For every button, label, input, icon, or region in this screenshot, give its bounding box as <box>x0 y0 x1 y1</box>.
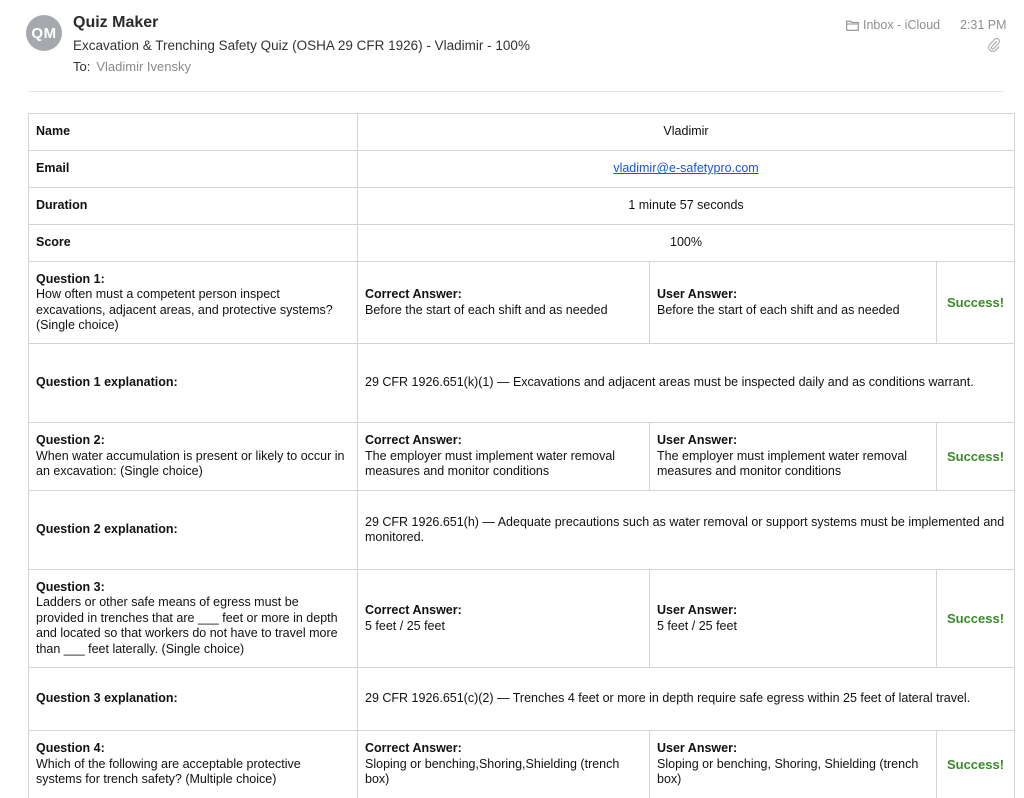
paperclip-icon[interactable] <box>988 38 1000 57</box>
question-title: Question 2: <box>36 433 105 448</box>
table-row <box>29 731 1015 798</box>
name-value: Vladimir <box>358 114 1015 151</box>
explanation-label: Question 1 explanation: <box>29 344 358 423</box>
name-label: Name <box>29 114 358 151</box>
question-cell <box>29 262 358 344</box>
correct-answer-text: The employer must implement water removal measures and monitor conditions <box>365 448 616 479</box>
question-title: Question 1: <box>36 271 105 286</box>
correct-answer-text: Before the start of each shift and as needed <box>365 302 608 317</box>
status-success: Success! <box>937 423 1015 491</box>
email-time: 2:31 PM <box>960 18 1007 32</box>
to-label: To: <box>73 59 91 74</box>
table-row <box>29 423 1015 491</box>
table-row <box>29 262 1015 344</box>
table-row <box>29 491 1015 570</box>
mailbox-label[interactable] <box>846 18 940 32</box>
question-title: Question 3: <box>36 579 105 594</box>
table-row <box>29 225 1015 262</box>
question-text: How often must a competent person inspect excavations, adjacent areas, and protective systems? (Single choice) <box>36 287 333 332</box>
explanation-label: Question 3 explanation: <box>29 668 358 731</box>
question-text: When water accumulation is present or likely to occur in an excavation: (Single choice) <box>36 448 345 479</box>
status-success: Success! <box>937 570 1015 668</box>
user-answer-cell <box>650 731 937 798</box>
correct-answer-cell <box>358 423 650 491</box>
explanation-text: 29 CFR 1926.651(h) — Adequate precautions such as water removal or support systems must be implemented and monitored. <box>358 491 1015 570</box>
sender-avatar: QM <box>26 15 62 51</box>
table-row <box>29 344 1015 423</box>
table-row <box>29 114 1015 151</box>
table-row <box>29 668 1015 731</box>
question-cell <box>29 423 358 491</box>
status-success: Success! <box>937 731 1015 798</box>
recipient-line <box>73 59 191 74</box>
table-row <box>29 570 1015 668</box>
explanation-label: Question 2 explanation: <box>29 491 358 570</box>
correct-answer-text: Sloping or benching,Shoring,Shielding (trench box) <box>365 756 620 787</box>
table-row <box>29 151 1015 188</box>
correct-answer-text: 5 feet / 25 feet <box>365 618 445 633</box>
correct-answer-cell <box>358 262 650 344</box>
user-answer-cell <box>650 262 937 344</box>
correct-answer-cell <box>358 731 650 798</box>
correct-answer-label: Correct Answer: <box>365 741 462 756</box>
score-label: Score <box>29 225 358 262</box>
email-header <box>0 0 1024 92</box>
score-value: 100% <box>358 225 1015 262</box>
user-answer-text: Before the start of each shift and as needed <box>657 302 900 317</box>
user-answer-text: Sloping or benching, Shoring, Shielding (trench box) <box>657 756 919 787</box>
question-title: Question 4: <box>36 741 105 756</box>
quiz-results-table <box>28 113 1015 798</box>
user-answer-label: User Answer: <box>657 287 738 301</box>
user-answer-label: User Answer: <box>657 741 738 756</box>
duration-label: Duration <box>29 188 358 225</box>
question-text: Ladders or other safe means of egress must be provided in trenches that are ___ feet or more in depth and located so that workers do not have to travel more than ___ feet laterally. (Single choice) <box>36 595 338 656</box>
user-answer-text: The employer must implement water removal measures and monitor conditions <box>657 448 908 479</box>
correct-answer-cell <box>358 570 650 668</box>
table-row <box>29 188 1015 225</box>
user-answer-text: 5 feet / 25 feet <box>657 618 737 633</box>
question-cell <box>29 570 358 668</box>
status-success: Success! <box>937 262 1015 344</box>
correct-answer-label: Correct Answer: <box>365 287 462 301</box>
user-answer-label: User Answer: <box>657 603 738 617</box>
question-cell <box>29 731 358 798</box>
recipient-name[interactable]: Vladimir Ivensky <box>96 59 191 74</box>
duration-value: 1 minute 57 seconds <box>358 188 1015 225</box>
sender-name: Quiz Maker <box>73 14 159 31</box>
mailbox-name: Inbox - iCloud <box>863 18 941 32</box>
user-answer-label: User Answer: <box>657 433 738 448</box>
email-label: Email <box>29 151 358 188</box>
explanation-text: 29 CFR 1926.651(c)(2) — Trenches 4 feet or more in depth require safe egress within 25 feet of lateral travel. <box>358 668 1015 731</box>
email-link[interactable]: vladimir@e-safetypro.com <box>613 161 759 176</box>
header-divider <box>28 91 1004 92</box>
email-subject: Excavation & Trenching Safety Quiz (OSHA 29 CFR 1926) - Vladimir - 100% <box>73 38 530 53</box>
question-text: Which of the following are acceptable protective systems for trench safety? (Multiple choice) <box>36 756 301 787</box>
user-answer-cell <box>650 570 937 668</box>
email-cell <box>358 151 1015 188</box>
correct-answer-label: Correct Answer: <box>365 433 462 448</box>
user-answer-cell <box>650 423 937 491</box>
correct-answer-label: Correct Answer: <box>365 603 462 617</box>
explanation-text: 29 CFR 1926.651(k)(1) — Excavations and adjacent areas must be inspected daily and as conditions warrant. <box>358 344 1015 423</box>
folder-icon <box>846 20 859 31</box>
